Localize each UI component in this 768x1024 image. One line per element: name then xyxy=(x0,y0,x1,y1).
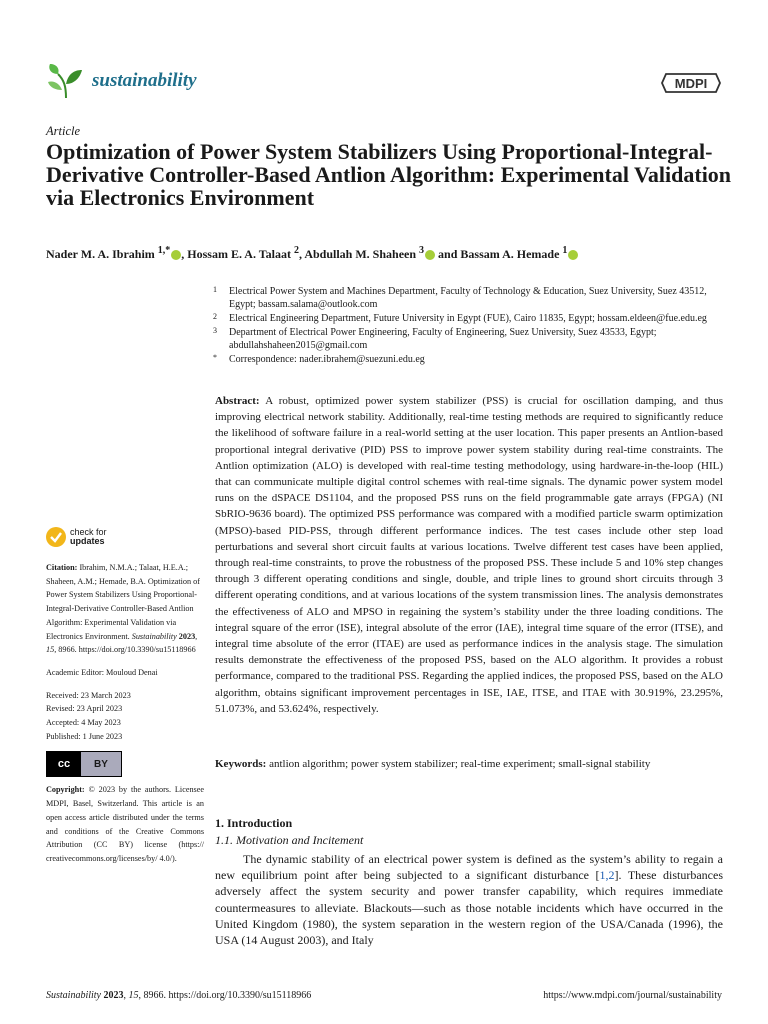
citation-link[interactable]: 1,2 xyxy=(599,868,615,883)
check-updates-icon xyxy=(46,527,66,547)
affiliation-item: 1 Electrical Power System and Machines Department, Faculty of Technology & Education, Suez University, Suez 43512, Egypt; bassam.salama@outlook.com xyxy=(213,285,707,310)
subsection-heading: 1.1. Motivation and Incitement xyxy=(215,833,364,847)
author-name[interactable]: Bassam A. Hemade xyxy=(460,247,560,261)
footer-citation: Sustainability 2023, 15, 8966. https://doi.org/10.3390/su15118966 xyxy=(46,990,312,1001)
author-affiliation-mark: 1,* xyxy=(157,245,171,256)
abstract-text: A robust, optimized power system stabilizer (PSS) is crucial for oscillation damping, and thus improving electrical network stability. Additionally, real-time testing methods are required to significantly reduce the likelihood of software failure in a real-world setting at the user location. This paper presents an Antlion-based proportional integral derivative (PID) PSS to improve power system stability during real-time constraints. The Antlion optimization (ALO) is developed with real-time testing methodology, using hardware-in-the-loop (HIL) that can communicate multiple digital control schemes with real-time signals. The dynamic power system model runs on the dSPACE DS1104, and the proposed PSS runs on the field programmable gate arrays (FPGA) (NI SbRIO-9636 board). The optimized PSS performance was compared with a modified particle swarm optimization (MPSO)-based PID-PSS, through different performance indices. The test cases include other step load perturbations and several short circuit faults at various locations. Twelve different test cases have been applied, through real-time constraints, to prove the robustness of the proposed PSS. These include 5 and 10% step changes through 3 different operating conditions and single, double, and triple lines to ground short circuits through 3 different operating conditions, and at various locations of the system transmission lines. The analysis demonstrates the effectiveness of ALO and MPSO in regaining the system’s stability under the three loading conditions. The integral square of the error (ISE), integral absolute of the error (IAE), integral time square of the error (ITSE), and integral time absolute of the error (ITAE) are used as performance indices in the analysis stage. The simulation results demonstrate the effectiveness of the proposed PSS, based on the ALO algorithm. It provides a robust performance, compared to the traditional PSS. Regarding the applied indices, the proposed PSS, based on the ALO algorithm, obtains significant improvement percentages in ISE, IAE, ITSE, and ITAE with 30.919%, 23.295%, 51.073%, and 53.624%, respectively. xyxy=(215,395,723,715)
author-affiliation-mark: 2 xyxy=(293,245,299,256)
affiliation-item: * Correspondence: nader.ibrahem@suezuni.edu.eg xyxy=(213,353,425,365)
footer-journal-link[interactable]: https://www.mdpi.com/journal/sustainability xyxy=(543,990,722,1001)
orcid-icon[interactable] xyxy=(171,250,181,260)
article-type: Article xyxy=(46,124,81,138)
published-date: Published: 1 June 2023 xyxy=(46,731,123,741)
sustainability-logo-icon xyxy=(46,60,86,100)
accepted-date: Accepted: 4 May 2023 xyxy=(46,718,121,728)
author-affiliation-mark: 3 xyxy=(419,245,425,256)
cc-by-license-badge[interactable] xyxy=(46,751,122,777)
orcid-icon[interactable] xyxy=(568,250,578,260)
paper-title: Optimization of Power System Stabilizers Using Proportional-Integral-Derivative Controller-Based Antlion Algorithm: Experimental Validation via Electronics Environment xyxy=(46,139,732,210)
affiliation-item: 2 Electrical Engineering Department, Future University in Egypt (FUE), Cairo 11835, Egypt; hossam.eldeen@fue.edu.eg xyxy=(213,312,707,324)
cc-icon: cc xyxy=(47,752,81,776)
mdpi-logo-icon xyxy=(660,72,722,94)
check-for-updates-button[interactable]: check for updates xyxy=(46,527,204,547)
abstract xyxy=(215,393,723,717)
citation: Citation: Ibrahim, N.M.A.; Talaat, H.E.A.; Shaheen, A.M.; Hemade, B.A. Optimization of Power System Stabilizers Using Proportional-Integral-Derivative Controller-Based Antlion Algorithm: Experimental Validation via Electronics Environment. Sustainability 2023, 15, 8966. https://doi.org/10.3390/su15118966 xyxy=(46,563,200,655)
by-icon: BY xyxy=(94,758,108,770)
copyright: Copyright: © 2023 by the authors. Licensee MDPI, Basel, Switzerland. This article is an open access article distributed under the terms and conditions of the Creative Commons Attribution (CC BY) license (https:// creativecommons.org/licenses/by/ 4.0/). xyxy=(46,785,205,863)
journal-name: sustainability xyxy=(92,70,197,91)
revised-date: Revised: 23 April 2023 xyxy=(46,704,123,714)
section-heading: 1. Introduction xyxy=(215,816,293,830)
author-affiliation-mark: 1 xyxy=(562,245,568,256)
orcid-icon[interactable] xyxy=(425,250,435,260)
author-name[interactable]: Nader M. A. Ibrahim xyxy=(46,247,155,261)
abstract-label: Abstract: xyxy=(215,395,260,407)
received-date: Received: 23 March 2023 xyxy=(46,690,131,700)
citation-doi-link[interactable]: https://doi.org/10.3390/su15118966 xyxy=(78,645,196,655)
author-name[interactable]: Hossam E. A. Talaat xyxy=(187,247,291,261)
keywords xyxy=(215,757,723,772)
affiliations xyxy=(213,285,723,367)
author-list: Nader M. A. Ibrahim $^{1,*}$ , Hossam E. A. Talaat $^2$, Abdullah M. Shaheen $^3$ and Bassam A. Hemade $^1$ xyxy=(46,245,736,262)
affiliation-item: 3 Department of Electrical Power Engineering, Faculty of Engineering, Suez University, Suez 43533, Egypt; abdullahshaheen2015@gmail.com xyxy=(213,326,657,351)
keywords-label: Keywords: xyxy=(215,758,267,770)
keywords-text: antlion algorithm; power system stabilizer; real-time experiment; small-signal stability xyxy=(269,758,651,770)
author-name[interactable]: Abdullah M. Shaheen xyxy=(304,247,417,261)
sidebar xyxy=(46,527,204,866)
academic-editor: Academic Editor: Mouloud Denai xyxy=(46,667,158,677)
intro-paragraph: The dynamic stability of an electrical power system is defined as the system’s ability to regain a new equilibrium point after being subjected to a significant disturbance [1,2]. These disturbances adversely affect the system security and power transfer capability, which requires immediate countermeasures to alleviate. Blackouts—such as those notable incidents which have occurred in the United Kingdom (1980), the system separation in the western region of the USA/Canada (1996), the USA (14 August 2003), and Italy xyxy=(215,852,724,948)
mdpi-logo-text: MDPI xyxy=(674,76,708,91)
